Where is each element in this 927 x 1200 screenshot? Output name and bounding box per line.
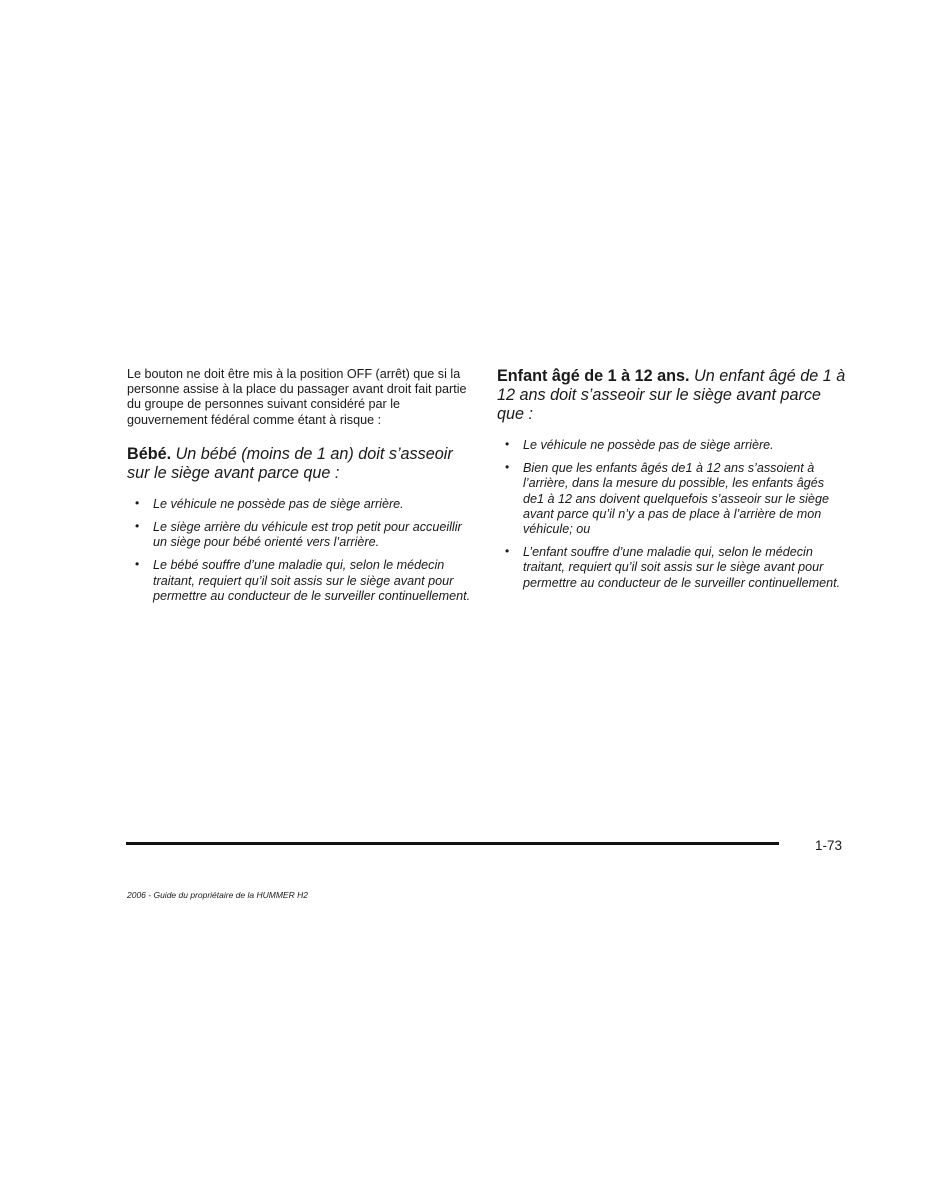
- bullet-icon: •: [505, 437, 510, 451]
- list-item: [127, 497, 477, 512]
- bullet-icon: •: [135, 557, 140, 572]
- intro-paragraph: Le bouton ne doit être mis à la position OFF (arrêt) que si la personne assise à la place du passager avant droit fait partie du groupe de personnes suivant considéré par le gouvernement fédéral comme étant à risque :: [127, 367, 467, 427]
- bullet-icon: •: [135, 519, 140, 534]
- list-item-text: Le siège arrière du véhicule est trop petit pour accueillir un siège pour bébé orienté vers l’arrière.: [153, 520, 462, 550]
- list-item: [497, 438, 847, 453]
- list-item: [127, 558, 477, 604]
- infant-heading: [127, 445, 477, 483]
- list-item-text: Le bébé souffre d’une maladie qui, selon le médecin traitant, requiert qu’il soit assis sur le siège avant pour permettre au conducteur de le surveiller continuellement.: [153, 558, 471, 603]
- list-item-text: L’enfant souffre d’une maladie qui, selon le médecin traitant, requiert qu’il soit assis sur le siège avant pour permettre au conducteur de le surveiller continuellement.: [523, 545, 841, 590]
- footer-rule: [126, 842, 779, 845]
- list-item: [127, 520, 477, 550]
- list-item: [497, 545, 847, 591]
- left-column: [127, 367, 477, 604]
- bullet-icon: •: [505, 544, 510, 559]
- child-heading-lead: Enfant âgé de 1 à 12 ans.: [497, 367, 690, 385]
- footer-text: 2006 - Guide du propriétaire de la HUMMER H2: [127, 890, 308, 900]
- list-item-text: Le véhicule ne possède pas de siège arrière.: [523, 438, 774, 452]
- infant-heading-lead: Bébé.: [127, 444, 172, 463]
- page-number: 1-73: [815, 838, 843, 853]
- infant-conditions-list: [127, 497, 477, 604]
- bullet-icon: •: [505, 460, 510, 475]
- child-heading: [497, 367, 847, 424]
- list-item: [497, 461, 847, 537]
- bullet-icon: •: [135, 495, 140, 510]
- right-column: [497, 367, 847, 591]
- list-item-text: Le véhicule ne possède pas de siège arrière.: [153, 496, 404, 511]
- child-heading-text: Un enfant âgé de 1 à 12 ans doit s’asseoir sur le siège avant parce que :: [497, 367, 846, 423]
- infant-heading-text: Un bébé (moins de 1 an) doit s’asseoir sur le siège avant parce que :: [127, 444, 453, 482]
- list-item-text: Bien que les enfants âgés de1 à 12 ans s’assoient à l’arrière, dans la mesure du possible, les enfants âgés de1 à 12 ans doivent quelquefois s’asseoir sur le siège avant parce qu’il n’y a pas de place à l’arrière de mon véhicule; ou: [523, 461, 829, 537]
- child-conditions-list: [497, 438, 847, 591]
